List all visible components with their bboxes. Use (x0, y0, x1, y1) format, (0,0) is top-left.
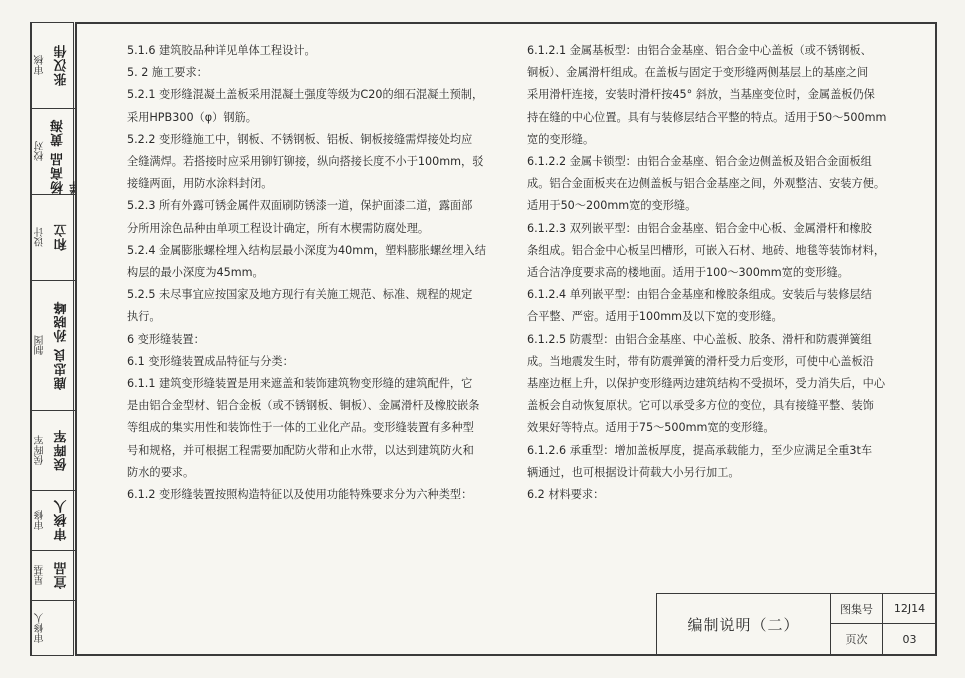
text-line: 6.1.2.6 承重型：增加盖板厚度，提高承载能力，至少应满足全重3t车 (527, 443, 873, 457)
text-line: 合平整、严密。适用于100mm及以下宽的变形缝。 (527, 310, 783, 324)
review-label: 审核 (31, 23, 49, 108)
text-line: 6 变形缝装置： (127, 332, 205, 346)
proofread-label: 校对 (31, 109, 49, 194)
text-line: 分所用涂色品种由单项工程设计确定，所有木楔需防腐处理。 (127, 221, 430, 235)
review-cell (31, 23, 75, 109)
text-line: 宽的变形缝。 (527, 132, 595, 146)
text-line: 盖板会自动恢复原状。它可以承受多方位的变位，具有接缝平整、装饰 (527, 399, 874, 413)
drafting-cell (31, 281, 75, 411)
text-line: 6.1.2.3 双列嵌平型：由铝合金基座、铝合金中心板、金属滑杆和橡胶 (527, 221, 872, 235)
text-line: 接缝两面，用防水涂料封闭。 (127, 177, 273, 191)
drawing-title: 编制说明（二） (657, 594, 831, 655)
audit-value: 审核人 (54, 499, 70, 542)
text-line: 铜板）、金属滑杆组成。在盖板与固定于变形缝两侧基层上的基座之间 (527, 66, 869, 80)
text-line: 全缝满焊。若搭接时应采用铆钉铆接，纵向搭接长度不小于100mm，驳 (127, 155, 484, 169)
text-line: 辆通过，也可根据设计荷载大小另行加工。 (527, 465, 740, 479)
design-cell (31, 195, 75, 281)
text-line: 成。当地震发生时，带有防震弹簧的滑杆受力后变形，可使中心盖板沿 (527, 354, 874, 368)
editor-value (49, 601, 75, 655)
text-line: 6.1.1 建筑变形缝装置是用来遮盖和装饰建筑物变形缝的建筑配件，它 (127, 377, 473, 391)
design-label: 设计 (31, 195, 49, 280)
audit-cell (31, 491, 75, 551)
text-line: 5.2.5 未尽事宜应按国家及地方现行有关施工规范、标准、规程的规定 (127, 288, 473, 302)
page-number-label: 页次 (831, 624, 883, 654)
text-line: 是由铝合金型材、铝合金板（或不锈钢板、铜板）、金属滑杆及橡胶嵌条 (127, 399, 480, 413)
text-line: 6.1 变形缝装置成品特征与分类： (127, 354, 294, 368)
text-line: 6.1.2.5 防震型：由铝合金基座、中心盖板、胶条、滑杆和防震弹簧组 (527, 332, 872, 346)
audit-label: 审修 (31, 491, 49, 550)
text-line: 采用滑杆连接，安装时滑杆按45° 斜放，当基座变位时，金属盖板仍保 (527, 88, 875, 102)
text-line: 号和规格，并可根据工程需要加配防火带和止水带，以达到建筑防火和 (127, 443, 474, 457)
text-line: 5.2.4 金属膨胀螺栓埋入结构层最小深度为40mm，塑料膨胀螺丝埋入结 (127, 243, 486, 257)
atlas-number-label: 图集号 (831, 594, 883, 624)
title-block (656, 593, 937, 656)
proofread-signature: 杨高品 黄海 (51, 118, 66, 194)
text-line: 6.1.2.1 金属基板型：由铝合金基座、铝合金中心盖板（或不锈钢板、 (527, 44, 872, 57)
checker-signature: 侯晖军 (54, 429, 70, 472)
text-line: 5. 2 施工要求： (127, 66, 208, 80)
drafting-label: 制图 (31, 281, 49, 410)
text-line: 适用于50～200mm宽的变形缝。 (527, 199, 697, 213)
base-label: 星基 (31, 551, 49, 600)
review-signature: 张汉伟 (54, 44, 70, 87)
drafting-signature: 鹿忠良 孙晓峰 (54, 300, 70, 391)
text-line: 持在缝的中心位置。具有与装修层结合平整的特点。适用于50～500mm (527, 110, 887, 124)
proofread-cell (31, 109, 75, 195)
checker-cell (31, 411, 75, 491)
text-line: 防水的要求。 (127, 465, 195, 479)
signature-strip (30, 22, 74, 656)
text-line: 条组成。铝合金中心板呈凹槽形，可嵌入石材、地砖、地毯等装饰材料， (527, 243, 886, 257)
text-line: 等组成的集实用性和装饰性于一体的工业化产品。变形缝装置有多种型 (127, 421, 474, 435)
text-line: 6.1.2 变形缝装置按照构造特征以及使用功能特殊要求分为六种类型： (127, 488, 473, 502)
text-line: 5.2.1 变形缝混凝土盖板采用混凝土强度等级为C20的细石混凝土预制， (127, 88, 484, 102)
text-line: 基座边框上升，以保护变形缝两边建筑结构不受损坏，受力消失后，中心 (527, 377, 886, 391)
right-text-column (527, 40, 907, 506)
text-line: 5.2.2 变形缝施工中，钢板、不锈钢板、铝板、铜板接缝需焊接处均应 (127, 132, 473, 146)
design-signature: 和立 (54, 223, 70, 252)
checker-label: 侯晖军 (31, 411, 49, 490)
text-line: 6.1.2.4 单列嵌平型：由铝合金基座和橡胶条组成。安装后与装修层结 (527, 288, 872, 302)
text-line: 成。铝合金面板夹在边侧盖板与铝合金基座之间，外观整洁、安装方便。 (527, 177, 886, 191)
editor-cell (31, 601, 75, 655)
text-line: 效果好等特点。适用于75～500mm宽的变形缝。 (527, 421, 775, 435)
editor-label: 审修人 (31, 601, 49, 655)
atlas-number-value: 12J14 (883, 594, 936, 624)
text-line: 适合洁净度要求高的楼地面。适用于100～300mm宽的变形缝。 (527, 266, 849, 280)
text-line: 5.1.6 建筑胶品种详见单体工程设计。 (127, 44, 316, 57)
base-cell (31, 551, 75, 601)
text-line: 5.2.3 所有外露可锈金属件双面刷防锈漆一道，保护面漆二道，露面部 (127, 199, 473, 213)
base-value: 宣品 (54, 561, 70, 590)
text-line: 6.1.2.2 金属卡锁型：由铝合金基座、铝合金边侧盖板及铝合金面板组 (527, 155, 872, 169)
page-number-value: 03 (902, 632, 917, 646)
text-line: 6.2 材料要求： (527, 488, 605, 502)
text-line: 执行。 (127, 310, 161, 324)
text-line: 构层的最小深度为45mm。 (127, 266, 264, 280)
left-text-column (127, 40, 497, 506)
text-line: 采用HPB300（φ）钢筋。 (127, 110, 257, 124)
